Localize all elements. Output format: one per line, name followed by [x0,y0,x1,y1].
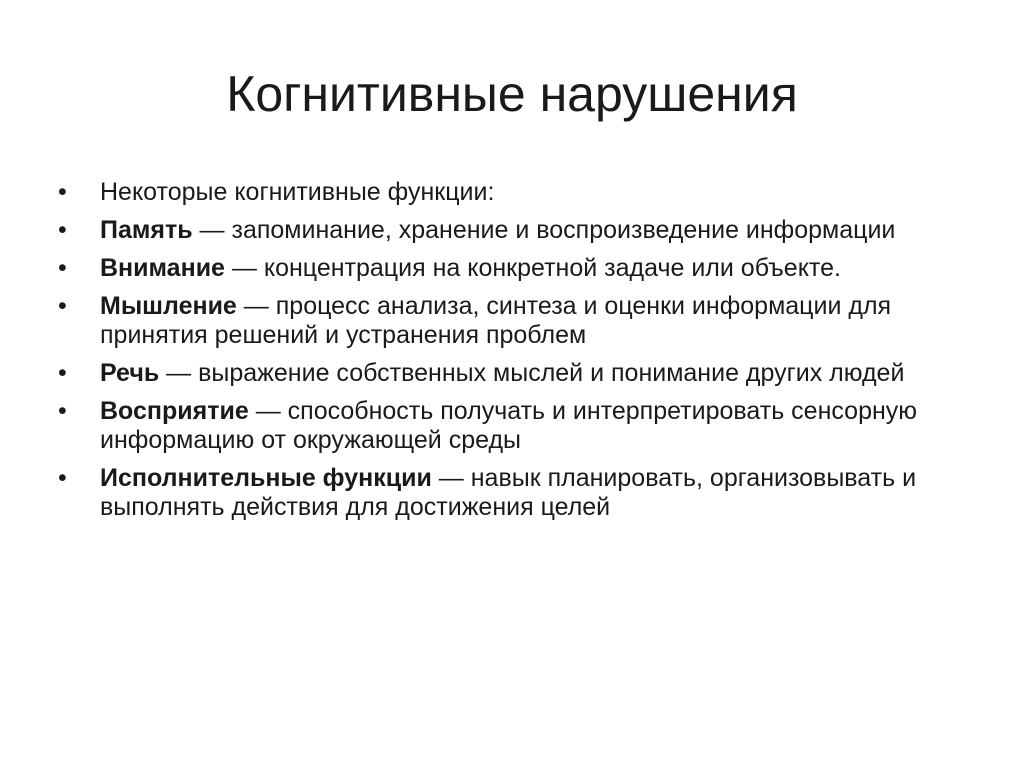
bullet-text: способность получать и интерпретировать сенсорную информацию от окружающей среды [100,397,918,454]
bullet-list [58,178,988,531]
slide-title: Когнитивные нарушения [226,66,798,122]
bullet-text: процесс анализа, синтеза и оценки информации для принятия решений и устранения проблем [100,292,892,349]
bullet-separator: — [431,464,471,492]
bullet-term: Память [100,216,193,244]
bullet-item-executive-functions [58,464,988,522]
bullet-dot-icon: • [58,178,67,206]
bullet-item-attention [58,254,988,283]
bullet-item-memory [58,216,988,245]
bullet-separator: — [236,292,276,320]
bullet-text: навык планировать, организовывать и выполнять действия для достижения целей [100,464,917,521]
bullet-item-intro [58,178,988,207]
bullet-term: Внимание [100,254,225,282]
bullet-dot-icon: • [58,216,67,244]
bullet-term: Исполнительные функции [100,464,432,492]
bullet-dot-icon: • [58,254,67,282]
bullet-item-speech [58,359,988,388]
bullet-item-perception [58,397,988,455]
bullet-term: Речь [100,359,160,387]
bullet-dot-icon: • [58,359,67,387]
bullet-text: концентрация на конкретной задаче или объекте. [263,254,841,282]
bullet-separator: — [192,216,232,244]
bullet-separator: — [159,359,199,387]
bullet-separator: — [248,397,288,425]
bullet-item-thinking [58,292,988,350]
bullet-text: выражение собственных мыслей и понимание других людей [198,359,905,387]
bullet-text: Некоторые когнитивные функции: [100,178,495,206]
bullet-text: запоминание, хранение и воспроизведение информации [231,216,896,244]
bullet-term: Восприятие [100,397,249,425]
bullet-dot-icon: • [58,292,67,320]
bullet-dot-icon: • [58,397,67,425]
bullet-separator: — [224,254,264,282]
bullet-dot-icon: • [58,464,67,492]
bullet-term: Мышление [100,292,237,320]
